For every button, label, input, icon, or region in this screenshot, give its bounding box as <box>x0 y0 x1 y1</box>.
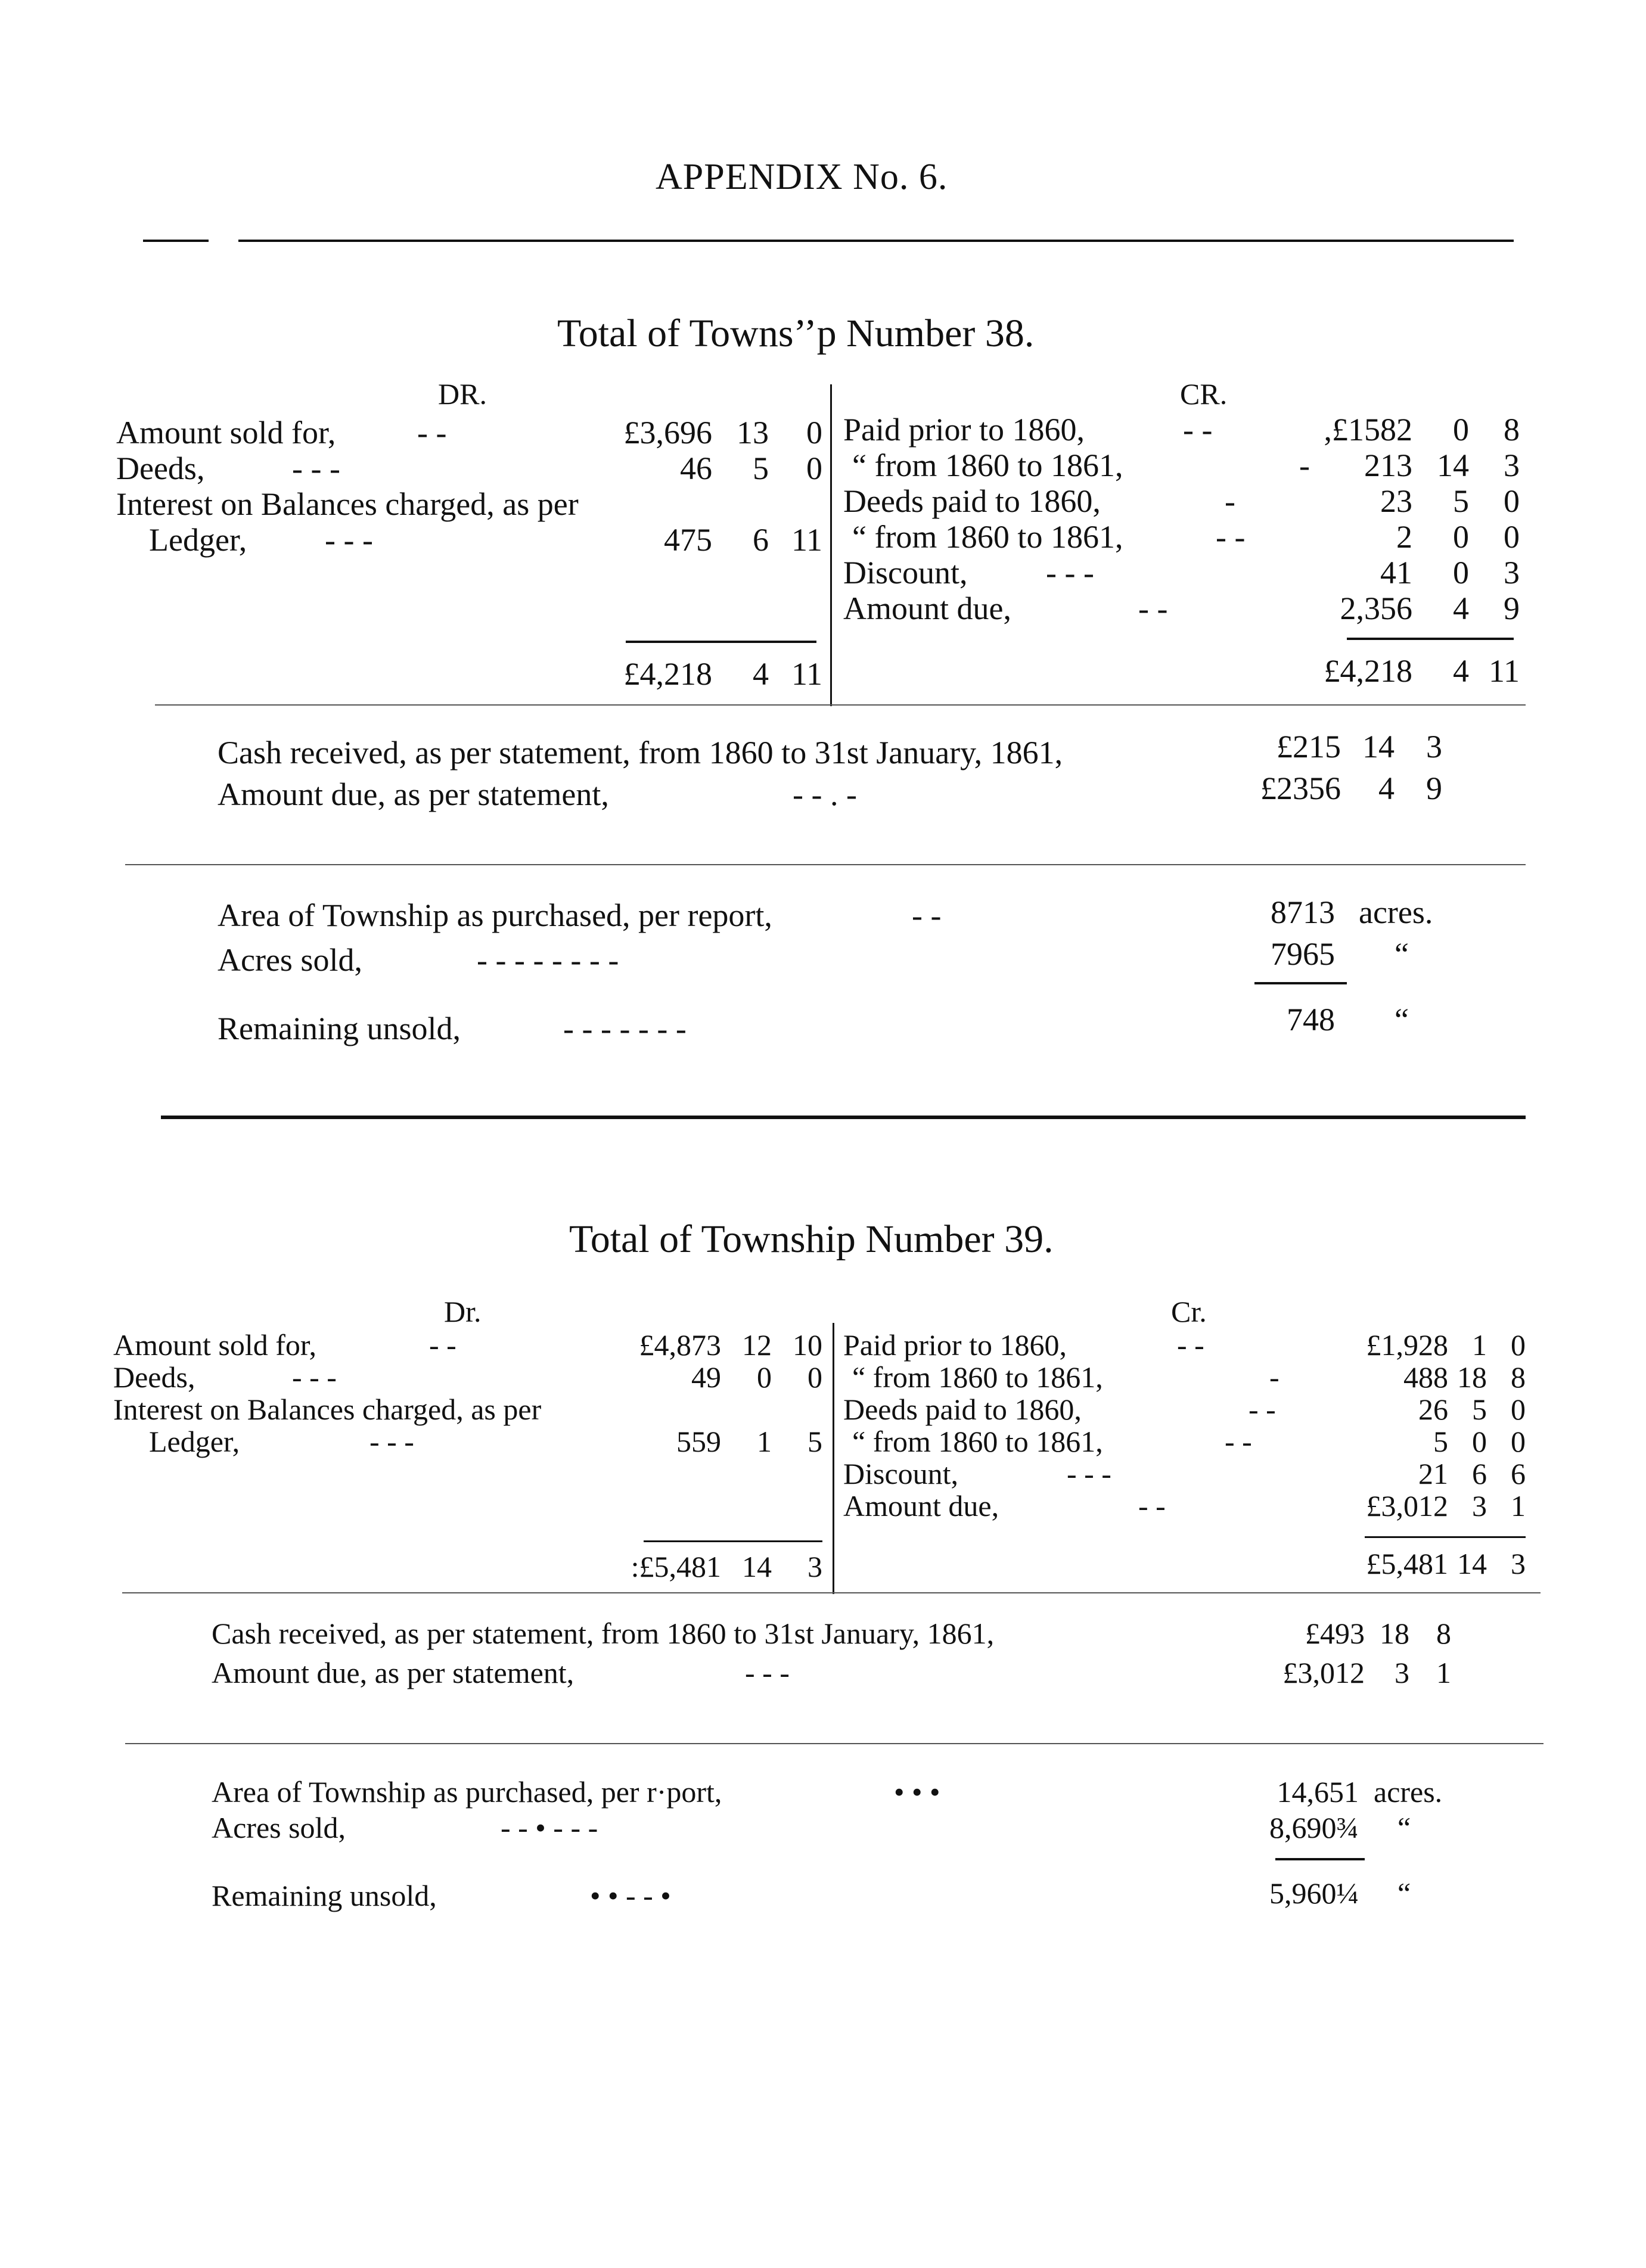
amount-due-label: Amount due, as per statement, <box>218 776 609 812</box>
section-rule <box>125 864 1526 865</box>
area-value: 8713 <box>1271 894 1335 930</box>
amount-pence: 0 <box>1504 519 1520 555</box>
amount-pence: 5 <box>808 1425 822 1458</box>
leader-dashes: - - <box>1183 412 1213 448</box>
section-heading: Total of Towns’’p Number 38. <box>557 312 1035 355</box>
acres-sold-value: 7965 <box>1271 936 1335 972</box>
leader-dashes: - - • - - - <box>501 1811 598 1844</box>
leader-dashes: - <box>1225 483 1235 519</box>
column-divider <box>833 1323 834 1594</box>
cash-received-label: Cash received, as per statement, from 1860 to 31st January, 1861, <box>218 735 1063 771</box>
leader-dashes: - - - <box>292 451 340 486</box>
cash-received-pounds: £215 <box>1277 729 1341 765</box>
amount-pence: 8 <box>1504 412 1520 448</box>
amount-pounds: 49 <box>691 1360 721 1394</box>
cash-received-pounds: £493 <box>1305 1617 1365 1650</box>
credit-row-label: Amount due, <box>843 1489 999 1523</box>
leader-dashes: - - - - - - - - <box>477 942 619 978</box>
credit-row-label: “ from 1860 to 1861, <box>852 1425 1103 1458</box>
leader-dashes: • • - - • <box>590 1879 671 1912</box>
amount-due-pounds: £2356 <box>1260 771 1341 806</box>
debit-total-shillings: 4 <box>753 656 769 692</box>
ditto-mark: “ <box>1395 1002 1409 1037</box>
debit-row-label: Deeds, <box>113 1360 195 1394</box>
amount-shillings: 1 <box>1472 1328 1487 1362</box>
debit-total-pounds: £4,218 <box>623 656 712 692</box>
debit-label: Dr. <box>444 1295 482 1328</box>
amount-pence: 10 <box>793 1328 822 1362</box>
amount-shillings: 1 <box>757 1425 772 1458</box>
cash-received-shillings: 18 <box>1380 1617 1409 1650</box>
separator-rule <box>161 1116 1526 1119</box>
cash-received-shillings: 14 <box>1362 729 1395 765</box>
leader-dashes: - - <box>1138 591 1168 626</box>
leader-dashes: - - - <box>369 1425 414 1458</box>
area-unit: acres. <box>1374 1775 1443 1809</box>
amount-pounds: 213 <box>1364 448 1412 483</box>
leader-dashes: • • • <box>894 1775 940 1809</box>
leader-dashes: - - - <box>1067 1457 1111 1490</box>
amount-shillings: 0 <box>1453 519 1469 555</box>
acres-sold-value: 8,690¾ <box>1269 1811 1359 1844</box>
total-rule <box>626 641 816 643</box>
area-value: 14,651 <box>1277 1775 1359 1809</box>
amount-pence: 9 <box>1504 591 1520 626</box>
remaining-unsold-value: 748 <box>1287 1002 1335 1037</box>
leader-dashes: - - <box>1225 1425 1252 1458</box>
amount-pence: 0 <box>808 1360 822 1394</box>
debit-label: DR. <box>438 377 487 411</box>
amount-pounds: 559 <box>676 1425 721 1458</box>
debit-total-pence: 3 <box>808 1550 822 1583</box>
amount-shillings: 5 <box>1453 483 1469 519</box>
amount-pence: 3 <box>1504 555 1520 591</box>
amount-shillings: 6 <box>1472 1457 1487 1490</box>
leader-dashes: - <box>1299 448 1310 483</box>
credit-total-pounds: £5,481 <box>1366 1547 1448 1580</box>
section-rule <box>155 704 1526 706</box>
debit-row-label: Ledger, <box>149 522 247 558</box>
amount-pence: 0 <box>1504 483 1520 519</box>
credit-row-label: “ from 1860 to 1861, <box>852 519 1123 555</box>
amount-shillings: 5 <box>1472 1393 1487 1426</box>
amount-pounds: 46 <box>680 451 712 486</box>
leader-dashes: - - - <box>745 1656 790 1689</box>
amount-shillings: 6 <box>753 522 769 558</box>
debit-row-label: Interest on Balances charged, as per <box>113 1393 542 1426</box>
leader-dashes: - - <box>429 1328 456 1362</box>
amount-pounds: 23 <box>1380 483 1412 519</box>
amount-shillings: 3 <box>1472 1489 1487 1523</box>
ditto-mark: “ <box>1397 1811 1411 1844</box>
amount-pounds: £3,696 <box>623 415 712 451</box>
ditto-mark: “ <box>1395 936 1409 972</box>
amount-shillings: 0 <box>1453 412 1469 448</box>
remaining-unsold-label: Remaining unsold, <box>212 1879 437 1912</box>
amount-pounds: 26 <box>1418 1393 1448 1426</box>
leader-dashes: - - <box>1177 1328 1204 1362</box>
credit-total-pence: 3 <box>1511 1547 1526 1580</box>
cash-received-pence: 3 <box>1426 729 1442 765</box>
area-label: Area of Township as purchased, per report, <box>218 897 772 933</box>
credit-total-pence: 11 <box>1489 653 1520 689</box>
acres-sold-label: Acres sold, <box>218 942 362 978</box>
credit-label: CR. <box>1180 377 1228 411</box>
amount-pounds: 488 <box>1403 1360 1448 1394</box>
amount-due-label: Amount due, as per statement, <box>212 1656 574 1689</box>
total-rule <box>1275 1858 1365 1860</box>
amount-pence: 11 <box>791 522 822 558</box>
column-divider <box>830 384 832 706</box>
total-rule <box>644 1540 822 1542</box>
amount-pounds: 2,356 <box>1340 591 1412 626</box>
remaining-unsold-value: 5,960¼ <box>1269 1876 1359 1910</box>
area-label: Area of Township as purchased, per r·port, <box>212 1775 722 1809</box>
section-heading: Total of Township Number 39. <box>569 1217 1054 1261</box>
debit-total-pence: 11 <box>791 656 822 692</box>
leader-dashes: - - <box>1249 1393 1276 1426</box>
amount-due-shillings: 4 <box>1378 771 1395 806</box>
amount-pounds: 475 <box>664 522 712 558</box>
amount-pounds: £1,928 <box>1366 1328 1448 1362</box>
credit-total-shillings: 14 <box>1457 1547 1487 1580</box>
debit-total-shillings: 14 <box>742 1550 772 1583</box>
leader-dashes: - - <box>1138 1489 1166 1523</box>
leader-dashes: - - - <box>325 522 373 558</box>
amount-due-pence: 1 <box>1436 1656 1451 1689</box>
acres-sold-label: Acres sold, <box>212 1811 346 1844</box>
amount-pence: 1 <box>1511 1489 1526 1523</box>
amount-pence: 0 <box>806 451 822 486</box>
amount-pounds: 21 <box>1418 1457 1448 1490</box>
amount-pounds: ,£1582 <box>1324 412 1412 448</box>
amount-shillings: 18 <box>1457 1360 1487 1394</box>
ditto-mark: “ <box>1397 1876 1411 1910</box>
leader-dashes: - - <box>417 415 447 451</box>
amount-shillings: 0 <box>1472 1425 1487 1458</box>
leader-dashes: - - - <box>292 1360 337 1394</box>
credit-total-pounds: £4,218 <box>1324 653 1412 689</box>
credit-row-label: Deeds paid to 1860, <box>843 1393 1082 1426</box>
credit-row-label: Paid prior to 1860, <box>843 1328 1067 1362</box>
amount-due-pounds: £3,012 <box>1282 1656 1365 1689</box>
credit-row-label: Discount, <box>843 555 968 591</box>
header-rule-short <box>143 240 209 242</box>
amount-shillings: 13 <box>737 415 769 451</box>
amount-shillings: 12 <box>742 1328 772 1362</box>
credit-row-label: “ from 1860 to 1861, <box>852 448 1123 483</box>
credit-row-label: Amount due, <box>843 591 1011 626</box>
amount-shillings: 0 <box>757 1360 772 1394</box>
leader-dashes: - - <box>1216 519 1246 555</box>
amount-pounds: £4,873 <box>639 1328 721 1362</box>
amount-due-shillings: 3 <box>1395 1656 1409 1689</box>
debit-row: Amount sold for, <box>116 415 336 451</box>
amount-pounds: 2 <box>1396 519 1412 555</box>
remaining-unsold-label: Remaining unsold, <box>218 1011 461 1046</box>
amount-pounds: 5 <box>1433 1425 1448 1458</box>
area-unit: acres. <box>1359 894 1433 930</box>
amount-shillings: 14 <box>1437 448 1469 483</box>
amount-pence: 0 <box>1511 1425 1526 1458</box>
amount-shillings: 5 <box>753 451 769 486</box>
amount-pence: 0 <box>1511 1393 1526 1426</box>
amount-pence: 3 <box>1504 448 1520 483</box>
leader-dashes: - - - - - - - <box>563 1011 687 1046</box>
leader-dashes: - <box>1269 1360 1279 1394</box>
amount-pence: 0 <box>806 415 822 451</box>
debit-row-label: Amount sold for, <box>113 1328 317 1362</box>
amount-pence: 0 <box>1511 1328 1526 1362</box>
debit-row-label: Ledger, <box>149 1425 240 1458</box>
credit-total-shillings: 4 <box>1453 653 1469 689</box>
header-rule <box>238 240 1514 242</box>
credit-row-label: Discount, <box>843 1457 959 1490</box>
leader-dashes: - - . - <box>793 776 857 812</box>
total-rule <box>1347 638 1514 640</box>
debit-total-pounds: :£5,481 <box>631 1550 721 1583</box>
total-rule <box>1254 982 1347 984</box>
amount-pounds: 41 <box>1380 555 1412 591</box>
leader-dashes: - - - <box>1046 555 1094 591</box>
section-rule <box>122 1592 1541 1593</box>
debit-row-label: Deeds, <box>116 451 205 486</box>
amount-pence: 8 <box>1511 1360 1526 1394</box>
credit-label: Cr. <box>1171 1295 1207 1328</box>
credit-row-label: Deeds paid to 1860, <box>843 483 1101 519</box>
cash-received-label: Cash received, as per statement, from 1860 to 31st January, 1861, <box>212 1617 995 1650</box>
amount-shillings: 4 <box>1453 591 1469 626</box>
amount-pence: 6 <box>1511 1457 1526 1490</box>
total-rule <box>1365 1536 1526 1538</box>
cash-received-pence: 8 <box>1436 1617 1451 1650</box>
amount-due-pence: 9 <box>1426 771 1442 806</box>
credit-row-label: Paid prior to 1860, <box>843 412 1085 448</box>
credit-row-label: “ from 1860 to 1861, <box>852 1360 1103 1394</box>
amount-pounds: £3,012 <box>1366 1489 1448 1523</box>
amount-shillings: 0 <box>1453 555 1469 591</box>
debit-row-label: Interest on Balances charged, as per <box>116 486 579 522</box>
leader-dashes: - - <box>912 897 942 933</box>
appendix-title: APPENDIX No. 6. <box>656 157 948 197</box>
section-rule <box>125 1743 1543 1744</box>
